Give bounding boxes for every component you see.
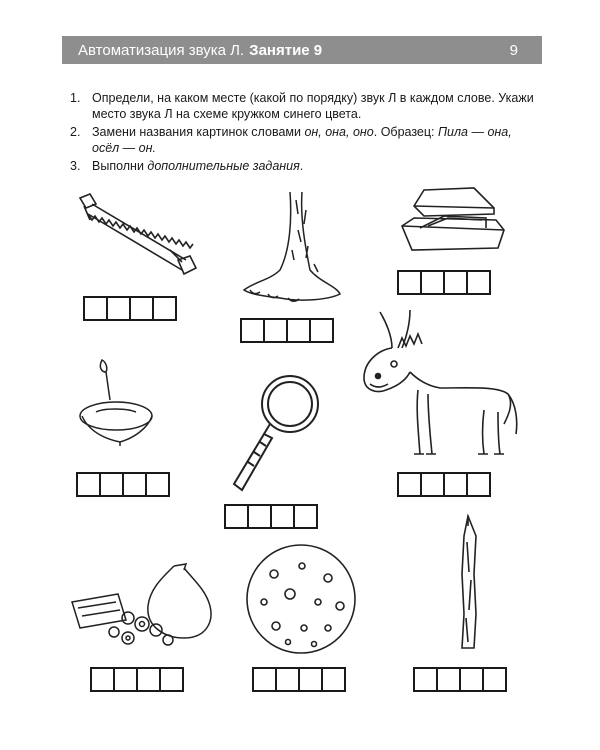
- header-title-bold: Занятие 9: [249, 41, 323, 59]
- paw-answer-boxes: [240, 318, 332, 343]
- instruction-text-part: Замени названия картинок словами: [92, 125, 305, 139]
- answer-box[interactable]: [99, 472, 124, 497]
- header-title-regular: Автоматизация звука Л.: [78, 41, 245, 59]
- saw-picture: [66, 190, 206, 285]
- answer-box[interactable]: [224, 504, 249, 529]
- answer-box[interactable]: [136, 667, 161, 692]
- answer-box[interactable]: [270, 504, 295, 529]
- answer-box[interactable]: [286, 318, 311, 343]
- header-title: [78, 42, 322, 59]
- moon-picture: [240, 544, 362, 654]
- stake-answer-boxes: [413, 667, 505, 692]
- instruction-number: 3.: [70, 159, 81, 173]
- answer-box[interactable]: [129, 296, 154, 321]
- instruction-text: [92, 158, 540, 174]
- instruction-number: 1.: [70, 91, 81, 105]
- treasure-answer-boxes: [90, 667, 182, 692]
- paw-icon: [240, 190, 360, 305]
- answer-box[interactable]: [122, 472, 147, 497]
- answer-box[interactable]: [275, 667, 300, 692]
- answer-box[interactable]: [247, 504, 272, 529]
- moon-icon: [240, 544, 362, 654]
- magnifier-answer-boxes: [224, 504, 316, 529]
- answer-box[interactable]: [466, 270, 491, 295]
- answer-box[interactable]: [397, 270, 422, 295]
- soap-dish-answer-boxes: [397, 270, 489, 295]
- answer-box[interactable]: [152, 296, 177, 321]
- saw-answer-boxes: [83, 296, 175, 321]
- spinning-top-answer-boxes: [76, 472, 168, 497]
- stake-icon: [454, 514, 484, 654]
- page-header: [62, 36, 542, 64]
- instruction-italic-words: он, она, оно: [304, 125, 374, 139]
- answer-box[interactable]: [113, 667, 138, 692]
- answer-box[interactable]: [83, 296, 108, 321]
- instruction-text-part: . Образец:: [373, 125, 438, 139]
- answer-box[interactable]: [252, 667, 277, 692]
- stake-picture: [454, 514, 484, 654]
- instruction-example: Пила — она, осёл — он.: [92, 125, 512, 155]
- answer-box[interactable]: [293, 504, 318, 529]
- instruction-italic-words: дополнительные задания: [147, 159, 300, 173]
- soap-dish-icon: [398, 186, 508, 256]
- answer-box[interactable]: [321, 667, 346, 692]
- treasure-picture: [68, 556, 218, 648]
- answer-box[interactable]: [298, 667, 323, 692]
- donkey-icon: [358, 308, 523, 463]
- magnifier-picture: [230, 372, 330, 496]
- instruction-text-part: Выполни: [92, 159, 148, 173]
- answer-box[interactable]: [459, 667, 484, 692]
- instruction-item: [70, 90, 540, 122]
- instructions-list: [70, 90, 540, 176]
- instruction-text: Определи, на каком месте (какой по порядку) звук Л в каждом слове. Укажи место звука Л на схеме кружком синего цвета.: [92, 91, 534, 121]
- moon-answer-boxes: [252, 667, 344, 692]
- instruction-item: [70, 124, 540, 156]
- saw-icon: [66, 190, 206, 285]
- answer-box[interactable]: [90, 667, 115, 692]
- instruction-text: [92, 124, 540, 156]
- answer-box[interactable]: [420, 270, 445, 295]
- answer-box[interactable]: [76, 472, 101, 497]
- answer-box[interactable]: [466, 472, 491, 497]
- donkey-picture: [358, 308, 523, 463]
- answer-box[interactable]: [420, 472, 445, 497]
- answer-box[interactable]: [443, 270, 468, 295]
- answer-box[interactable]: [240, 318, 265, 343]
- treasure-icon: [68, 556, 218, 648]
- soap-dish-picture: [398, 186, 508, 256]
- instruction-text-part: .: [299, 159, 304, 173]
- answer-box[interactable]: [159, 667, 184, 692]
- answer-box[interactable]: [436, 667, 461, 692]
- answer-box[interactable]: [482, 667, 507, 692]
- answer-box[interactable]: [309, 318, 334, 343]
- answer-box[interactable]: [106, 296, 131, 321]
- spinning-top-icon: [76, 358, 166, 448]
- answer-box[interactable]: [397, 472, 422, 497]
- page-number: 9: [509, 41, 518, 59]
- answer-box[interactable]: [145, 472, 170, 497]
- answer-box[interactable]: [443, 472, 468, 497]
- paw-picture: [240, 190, 360, 305]
- magnifier-icon: [230, 372, 330, 496]
- instruction-item: [70, 158, 540, 174]
- answer-box[interactable]: [263, 318, 288, 343]
- instruction-number: 2.: [70, 125, 81, 139]
- answer-box[interactable]: [413, 667, 438, 692]
- spinning-top-picture: [76, 358, 166, 448]
- donkey-answer-boxes: [397, 472, 489, 497]
